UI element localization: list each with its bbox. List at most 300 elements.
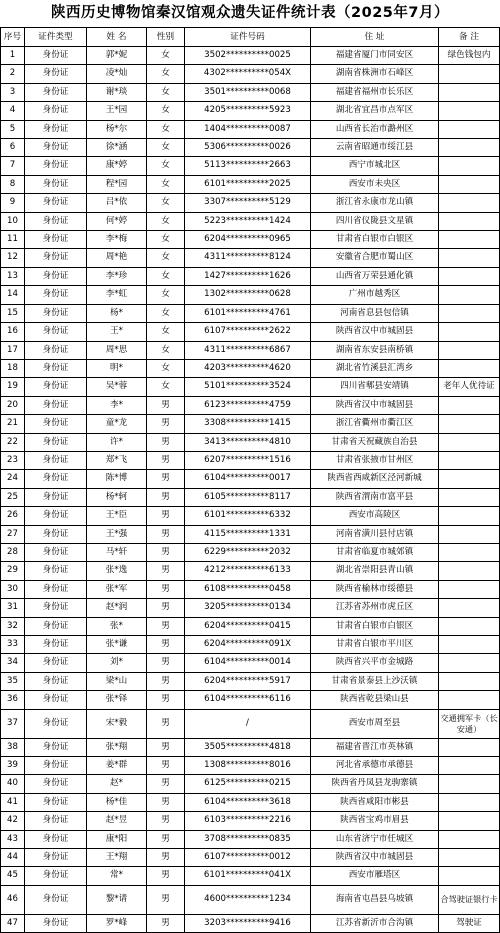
note-cell — [439, 249, 500, 267]
note-cell — [439, 175, 500, 193]
note-cell: 老年人优待证 — [439, 378, 500, 396]
id-type-cell: 身份证 — [25, 709, 87, 738]
gender-cell: 女 — [147, 65, 185, 83]
table-row — [1, 378, 500, 396]
id-number-cell: 4311**********8124 — [185, 249, 311, 267]
gender-cell: 女 — [147, 304, 185, 322]
id-type-cell: 身份证 — [25, 775, 87, 793]
id-type-cell: 身份证 — [25, 433, 87, 451]
id-type-cell: 身份证 — [25, 286, 87, 304]
id-number-cell: 5101**********3524 — [185, 378, 311, 396]
id-type-cell: 身份证 — [25, 194, 87, 212]
note-cell — [439, 543, 500, 561]
address-cell: 湖南省株洲市石峰区 — [311, 65, 439, 83]
gender-cell: 女 — [147, 359, 185, 377]
gender-cell: 男 — [147, 415, 185, 433]
address-cell: 湖北省竹溪县汇湾乡 — [311, 359, 439, 377]
id-type-cell: 身份证 — [25, 867, 87, 885]
table-row — [1, 867, 500, 885]
gender-cell: 男 — [147, 433, 185, 451]
id-type-cell: 身份证 — [25, 175, 87, 193]
id-type-cell: 身份证 — [25, 120, 87, 138]
table-row — [1, 194, 500, 212]
address-cell: 西安市周至县 — [311, 709, 439, 738]
gender-cell: 男 — [147, 580, 185, 598]
gender-cell: 男 — [147, 543, 185, 561]
person-name-cell: 王* — [87, 323, 147, 341]
person-name-cell: 吴*蓉 — [87, 378, 147, 396]
table-row — [1, 580, 500, 598]
id-number-cell: 3708**********0835 — [185, 830, 311, 848]
note-cell — [439, 885, 500, 914]
table-row — [1, 120, 500, 138]
person-name-cell: 李* — [87, 396, 147, 414]
id-type-cell: 身份证 — [25, 525, 87, 543]
header-name: 姓 名 — [87, 28, 147, 47]
gender-cell: 女 — [147, 83, 185, 101]
table-row — [1, 451, 500, 469]
address-cell: 西安市高陵区 — [311, 507, 439, 525]
table-row — [1, 543, 500, 561]
address-cell: 山西省长治市潞州区 — [311, 120, 439, 138]
gender-cell: 男 — [147, 691, 185, 709]
address-cell: 山东省济宁市任城区 — [311, 830, 439, 848]
table-row — [1, 249, 500, 267]
id-number-cell: 1302**********0628 — [185, 286, 311, 304]
row-number-cell: 22 — [1, 433, 25, 451]
row-number-cell: 46 — [1, 885, 25, 914]
id-number-cell: 6229**********2032 — [185, 543, 311, 561]
address-cell: 福建省福州市长乐区 — [311, 83, 439, 101]
address-cell: 山西省万荣县通化镇 — [311, 267, 439, 285]
address-cell: 江苏省苏州市虎丘区 — [311, 599, 439, 617]
address-cell: 福建省厦门市同安区 — [311, 47, 439, 65]
note-cell — [439, 286, 500, 304]
address-cell: 浙江省衢州市衢江区 — [311, 415, 439, 433]
address-cell: 西安市雁塔区 — [311, 867, 439, 885]
gender-cell: 男 — [147, 599, 185, 617]
address-cell: 四川省仪陇县文星镇 — [311, 212, 439, 230]
row-number-cell: 36 — [1, 691, 25, 709]
person-name-cell: 郑*飞 — [87, 451, 147, 469]
address-cell: 西安市未央区 — [311, 175, 439, 193]
table-row — [1, 102, 500, 120]
note-cell — [439, 451, 500, 469]
id-type-cell: 身份证 — [25, 359, 87, 377]
table-header-row — [1, 28, 500, 47]
gender-cell: 男 — [147, 636, 185, 654]
person-name-cell: 王*园 — [87, 102, 147, 120]
id-type-cell: 身份证 — [25, 341, 87, 359]
id-number-cell: 6104**********0014 — [185, 654, 311, 672]
person-name-cell: 王*强 — [87, 525, 147, 543]
address-cell: 浙江省永康市龙山镇 — [311, 194, 439, 212]
note-cell — [439, 488, 500, 506]
gender-cell: 男 — [147, 562, 185, 580]
id-number-cell: 6101**********4761 — [185, 304, 311, 322]
note-cell — [439, 738, 500, 756]
note-cell — [439, 525, 500, 543]
id-type-cell: 身份证 — [25, 562, 87, 580]
row-number-cell: 45 — [1, 867, 25, 885]
header-note: 备 注 — [439, 28, 500, 47]
address-cell: 陕西省汉中市城固县 — [311, 849, 439, 867]
id-type-cell: 身份证 — [25, 157, 87, 175]
note-cell — [439, 341, 500, 359]
gender-cell: 男 — [147, 775, 185, 793]
person-name-cell: 张*军 — [87, 580, 147, 598]
address-cell: 陕西省宝鸡市眉县 — [311, 812, 439, 830]
id-number-cell: 3502**********0025 — [185, 47, 311, 65]
row-number-cell: 5 — [1, 120, 25, 138]
table-row — [1, 415, 500, 433]
address-cell: 湖南省东安县南桥镇 — [311, 341, 439, 359]
gender-cell: 女 — [147, 194, 185, 212]
id-number-cell: 3203**********9416 — [185, 914, 311, 932]
id-number-cell: 4311**********6867 — [185, 341, 311, 359]
id-number-cell: 3501**********0068 — [185, 83, 311, 101]
address-cell: 甘肃省张掖市甘州区 — [311, 451, 439, 469]
table-row — [1, 286, 500, 304]
id-number-cell: 3308**********1415 — [185, 415, 311, 433]
gender-cell: 女 — [147, 47, 185, 65]
table-row — [1, 359, 500, 377]
address-cell: 甘肃省白银市白银区 — [311, 617, 439, 635]
table-row — [1, 599, 500, 617]
person-name-cell: 张*逸 — [87, 562, 147, 580]
id-type-cell: 身份证 — [25, 757, 87, 775]
gender-cell: 女 — [147, 175, 185, 193]
lost-documents-table — [0, 27, 500, 933]
id-number-cell: 6204**********0965 — [185, 231, 311, 249]
address-cell: 云南省昭通市绥江县 — [311, 139, 439, 157]
id-type-cell: 身份证 — [25, 212, 87, 230]
note-text: 合驾驶证银行卡 — [440, 894, 498, 905]
table-row — [1, 525, 500, 543]
gender-cell: 女 — [147, 102, 185, 120]
gender-cell: 男 — [147, 867, 185, 885]
table-row — [1, 738, 500, 756]
table-row — [1, 885, 500, 914]
person-name-cell: 康*婷 — [87, 157, 147, 175]
table-row — [1, 562, 500, 580]
note-cell — [439, 231, 500, 249]
row-number-cell: 25 — [1, 488, 25, 506]
row-number-cell: 3 — [1, 83, 25, 101]
row-number-cell: 41 — [1, 793, 25, 811]
row-number-cell: 26 — [1, 507, 25, 525]
person-name-cell: 杨*轲 — [87, 488, 147, 506]
person-name-cell: 梁*山 — [87, 672, 147, 690]
id-type-cell: 身份证 — [25, 451, 87, 469]
id-number-cell: 6103**********2216 — [185, 812, 311, 830]
header-id-number: 证件号码 — [185, 28, 311, 47]
address-cell: 陕西省咸阳市彬县 — [311, 793, 439, 811]
address-cell: 福建省晋江市英林镇 — [311, 738, 439, 756]
id-number-cell: 3205**********0134 — [185, 599, 311, 617]
table-row — [1, 267, 500, 285]
note-cell — [439, 120, 500, 138]
address-cell: 陕西省乾县梁山县 — [311, 691, 439, 709]
table-row — [1, 617, 500, 635]
id-type-cell: 身份证 — [25, 636, 87, 654]
row-number-cell: 12 — [1, 249, 25, 267]
id-number-cell: 4302**********054X — [185, 65, 311, 83]
row-number-cell: 33 — [1, 636, 25, 654]
gender-cell: 男 — [147, 885, 185, 914]
gender-cell: 女 — [147, 341, 185, 359]
id-number-cell: / — [185, 709, 311, 738]
table-row — [1, 775, 500, 793]
row-number-cell: 15 — [1, 304, 25, 322]
table-row — [1, 341, 500, 359]
row-number-cell: 8 — [1, 175, 25, 193]
id-number-cell: 1427**********1626 — [185, 267, 311, 285]
table-row — [1, 812, 500, 830]
person-name-cell: 宋*毅 — [87, 709, 147, 738]
note-cell — [439, 157, 500, 175]
person-name-cell: 赵*昱 — [87, 812, 147, 830]
row-number-cell: 9 — [1, 194, 25, 212]
person-name-cell: 常* — [87, 867, 147, 885]
address-cell: 安徽省合肥市蜀山区 — [311, 249, 439, 267]
id-type-cell: 身份证 — [25, 102, 87, 120]
id-number-cell: 6105**********8117 — [185, 488, 311, 506]
person-name-cell: 谢*琰 — [87, 83, 147, 101]
row-number-cell: 11 — [1, 231, 25, 249]
person-name-cell: 黎*请 — [87, 885, 147, 914]
gender-cell: 男 — [147, 738, 185, 756]
id-type-cell: 身份证 — [25, 738, 87, 756]
id-number-cell: 5223**********1424 — [185, 212, 311, 230]
id-type-cell: 身份证 — [25, 691, 87, 709]
table-row — [1, 470, 500, 488]
gender-cell: 男 — [147, 396, 185, 414]
id-number-cell: 6104**********3618 — [185, 793, 311, 811]
id-number-cell: 6204**********0415 — [185, 617, 311, 635]
id-number-cell: 4115**********1331 — [185, 525, 311, 543]
note-cell — [439, 830, 500, 848]
table-row — [1, 793, 500, 811]
table-row — [1, 849, 500, 867]
person-name-cell: 康*阳 — [87, 830, 147, 848]
id-number-cell: 6101**********2025 — [185, 175, 311, 193]
id-number-cell: 3505**********4818 — [185, 738, 311, 756]
table-row — [1, 830, 500, 848]
id-number-cell: 6101**********6332 — [185, 507, 311, 525]
table-row — [1, 757, 500, 775]
id-number-cell: 6204**********091X — [185, 636, 311, 654]
person-name-cell: 李*珍 — [87, 267, 147, 285]
address-cell: 陕西省汉中市城固县 — [311, 323, 439, 341]
person-name-cell: 明* — [87, 359, 147, 377]
id-type-cell: 身份证 — [25, 323, 87, 341]
id-type-cell: 身份证 — [25, 47, 87, 65]
gender-cell: 女 — [147, 157, 185, 175]
note-cell — [439, 212, 500, 230]
id-type-cell: 身份证 — [25, 672, 87, 690]
gender-cell: 女 — [147, 378, 185, 396]
table-row — [1, 709, 500, 738]
row-number-cell: 18 — [1, 359, 25, 377]
id-number-cell: 6204**********5917 — [185, 672, 311, 690]
person-name-cell: 凌*灿 — [87, 65, 147, 83]
id-type-cell: 身份证 — [25, 231, 87, 249]
person-name-cell: 周*思 — [87, 341, 147, 359]
note-cell — [439, 775, 500, 793]
address-cell: 甘肃省白银市平川区 — [311, 636, 439, 654]
table-row — [1, 65, 500, 83]
address-cell: 甘肃省临夏市城郊镇 — [311, 543, 439, 561]
table-row — [1, 139, 500, 157]
person-name-cell: 姜*群 — [87, 757, 147, 775]
note-cell — [439, 672, 500, 690]
address-cell: 河南省息县包信镇 — [311, 304, 439, 322]
note-cell — [439, 580, 500, 598]
gender-cell: 男 — [147, 757, 185, 775]
gender-cell: 女 — [147, 286, 185, 304]
id-type-cell: 身份证 — [25, 470, 87, 488]
table-row — [1, 914, 500, 932]
gender-cell: 男 — [147, 654, 185, 672]
note-cell: 驾驶证 — [439, 914, 500, 932]
person-name-cell: 童*龙 — [87, 415, 147, 433]
note-cell — [439, 867, 500, 885]
note-cell — [439, 599, 500, 617]
header-no: 序号 — [1, 28, 25, 47]
id-number-cell: 6123**********4759 — [185, 396, 311, 414]
note-cell: 绿色钱包内 — [439, 47, 500, 65]
note-cell — [439, 396, 500, 414]
note-cell — [439, 304, 500, 322]
id-type-cell: 身份证 — [25, 396, 87, 414]
id-number-cell: 6108**********0458 — [185, 580, 311, 598]
note-cell — [439, 83, 500, 101]
address-cell: 陕西省兴平市金城路 — [311, 654, 439, 672]
row-number-cell: 17 — [1, 341, 25, 359]
row-number-cell: 27 — [1, 525, 25, 543]
id-type-cell: 身份证 — [25, 617, 87, 635]
id-type-cell: 身份证 — [25, 249, 87, 267]
note-cell — [439, 849, 500, 867]
note-cell — [439, 654, 500, 672]
id-number-cell: 5306**********0026 — [185, 139, 311, 157]
table-row — [1, 691, 500, 709]
table-row — [1, 654, 500, 672]
address-cell: 湖北省宜昌市点军区 — [311, 102, 439, 120]
table-row — [1, 433, 500, 451]
row-number-cell: 13 — [1, 267, 25, 285]
note-cell — [439, 433, 500, 451]
table-row — [1, 231, 500, 249]
person-name-cell: 张*谦 — [87, 636, 147, 654]
gender-cell: 男 — [147, 525, 185, 543]
header-address: 住 址 — [311, 28, 439, 47]
gender-cell: 男 — [147, 451, 185, 469]
id-type-cell: 身份证 — [25, 304, 87, 322]
person-name-cell: 何*婷 — [87, 212, 147, 230]
row-number-cell: 32 — [1, 617, 25, 635]
table-row — [1, 304, 500, 322]
row-number-cell: 10 — [1, 212, 25, 230]
id-type-cell: 身份证 — [25, 599, 87, 617]
person-name-cell: 刘* — [87, 654, 147, 672]
table-row — [1, 672, 500, 690]
address-cell: 甘肃省景泰县上沙沃镇 — [311, 672, 439, 690]
address-cell: 河北省承德市承德县 — [311, 757, 439, 775]
id-number-cell: 4600**********1234 — [185, 885, 311, 914]
person-name-cell: 陈*博 — [87, 470, 147, 488]
id-type-cell: 身份证 — [25, 580, 87, 598]
gender-cell: 男 — [147, 830, 185, 848]
id-number-cell: 6101**********041X — [185, 867, 311, 885]
address-cell: 广州市越秀区 — [311, 286, 439, 304]
row-number-cell: 21 — [1, 415, 25, 433]
person-name-cell: 赵* — [87, 775, 147, 793]
table-row — [1, 212, 500, 230]
address-cell: 甘肃省天祝藏族自治县 — [311, 433, 439, 451]
person-name-cell: 程*园 — [87, 175, 147, 193]
id-type-cell: 身份证 — [25, 267, 87, 285]
row-number-cell: 16 — [1, 323, 25, 341]
row-number-cell: 19 — [1, 378, 25, 396]
gender-cell: 女 — [147, 139, 185, 157]
note-cell — [439, 65, 500, 83]
gender-cell: 男 — [147, 507, 185, 525]
person-name-cell: 李*梅 — [87, 231, 147, 249]
id-number-cell: 6207**********1516 — [185, 451, 311, 469]
row-number-cell: 44 — [1, 849, 25, 867]
gender-cell: 女 — [147, 212, 185, 230]
id-number-cell: 4205**********5923 — [185, 102, 311, 120]
gender-cell: 男 — [147, 914, 185, 932]
row-number-cell: 14 — [1, 286, 25, 304]
gender-cell: 女 — [147, 249, 185, 267]
gender-cell: 女 — [147, 231, 185, 249]
id-type-cell: 身份证 — [25, 139, 87, 157]
row-number-cell: 7 — [1, 157, 25, 175]
note-cell — [439, 507, 500, 525]
gender-cell: 女 — [147, 120, 185, 138]
address-cell: 江苏省新沂市合沟镇 — [311, 914, 439, 932]
note-cell — [439, 267, 500, 285]
person-name-cell: 李*虹 — [87, 286, 147, 304]
person-name-cell: 王*翔 — [87, 849, 147, 867]
person-name-cell: 杨*佳 — [87, 793, 147, 811]
person-name-cell: 赵*润 — [87, 599, 147, 617]
note-cell — [439, 812, 500, 830]
table-row — [1, 636, 500, 654]
note-cell — [439, 709, 500, 738]
note-cell — [439, 470, 500, 488]
address-cell: 陕西省汉中市城固县 — [311, 396, 439, 414]
id-type-cell: 身份证 — [25, 488, 87, 506]
note-cell — [439, 323, 500, 341]
note-cell — [439, 793, 500, 811]
id-number-cell: 4203**********4620 — [185, 359, 311, 377]
note-cell — [439, 617, 500, 635]
table-row — [1, 507, 500, 525]
gender-cell: 男 — [147, 849, 185, 867]
id-type-cell: 身份证 — [25, 793, 87, 811]
gender-cell: 男 — [147, 488, 185, 506]
gender-cell: 男 — [147, 709, 185, 738]
row-number-cell: 6 — [1, 139, 25, 157]
id-type-cell: 身份证 — [25, 849, 87, 867]
row-number-cell: 30 — [1, 580, 25, 598]
row-number-cell: 31 — [1, 599, 25, 617]
table-row — [1, 47, 500, 65]
